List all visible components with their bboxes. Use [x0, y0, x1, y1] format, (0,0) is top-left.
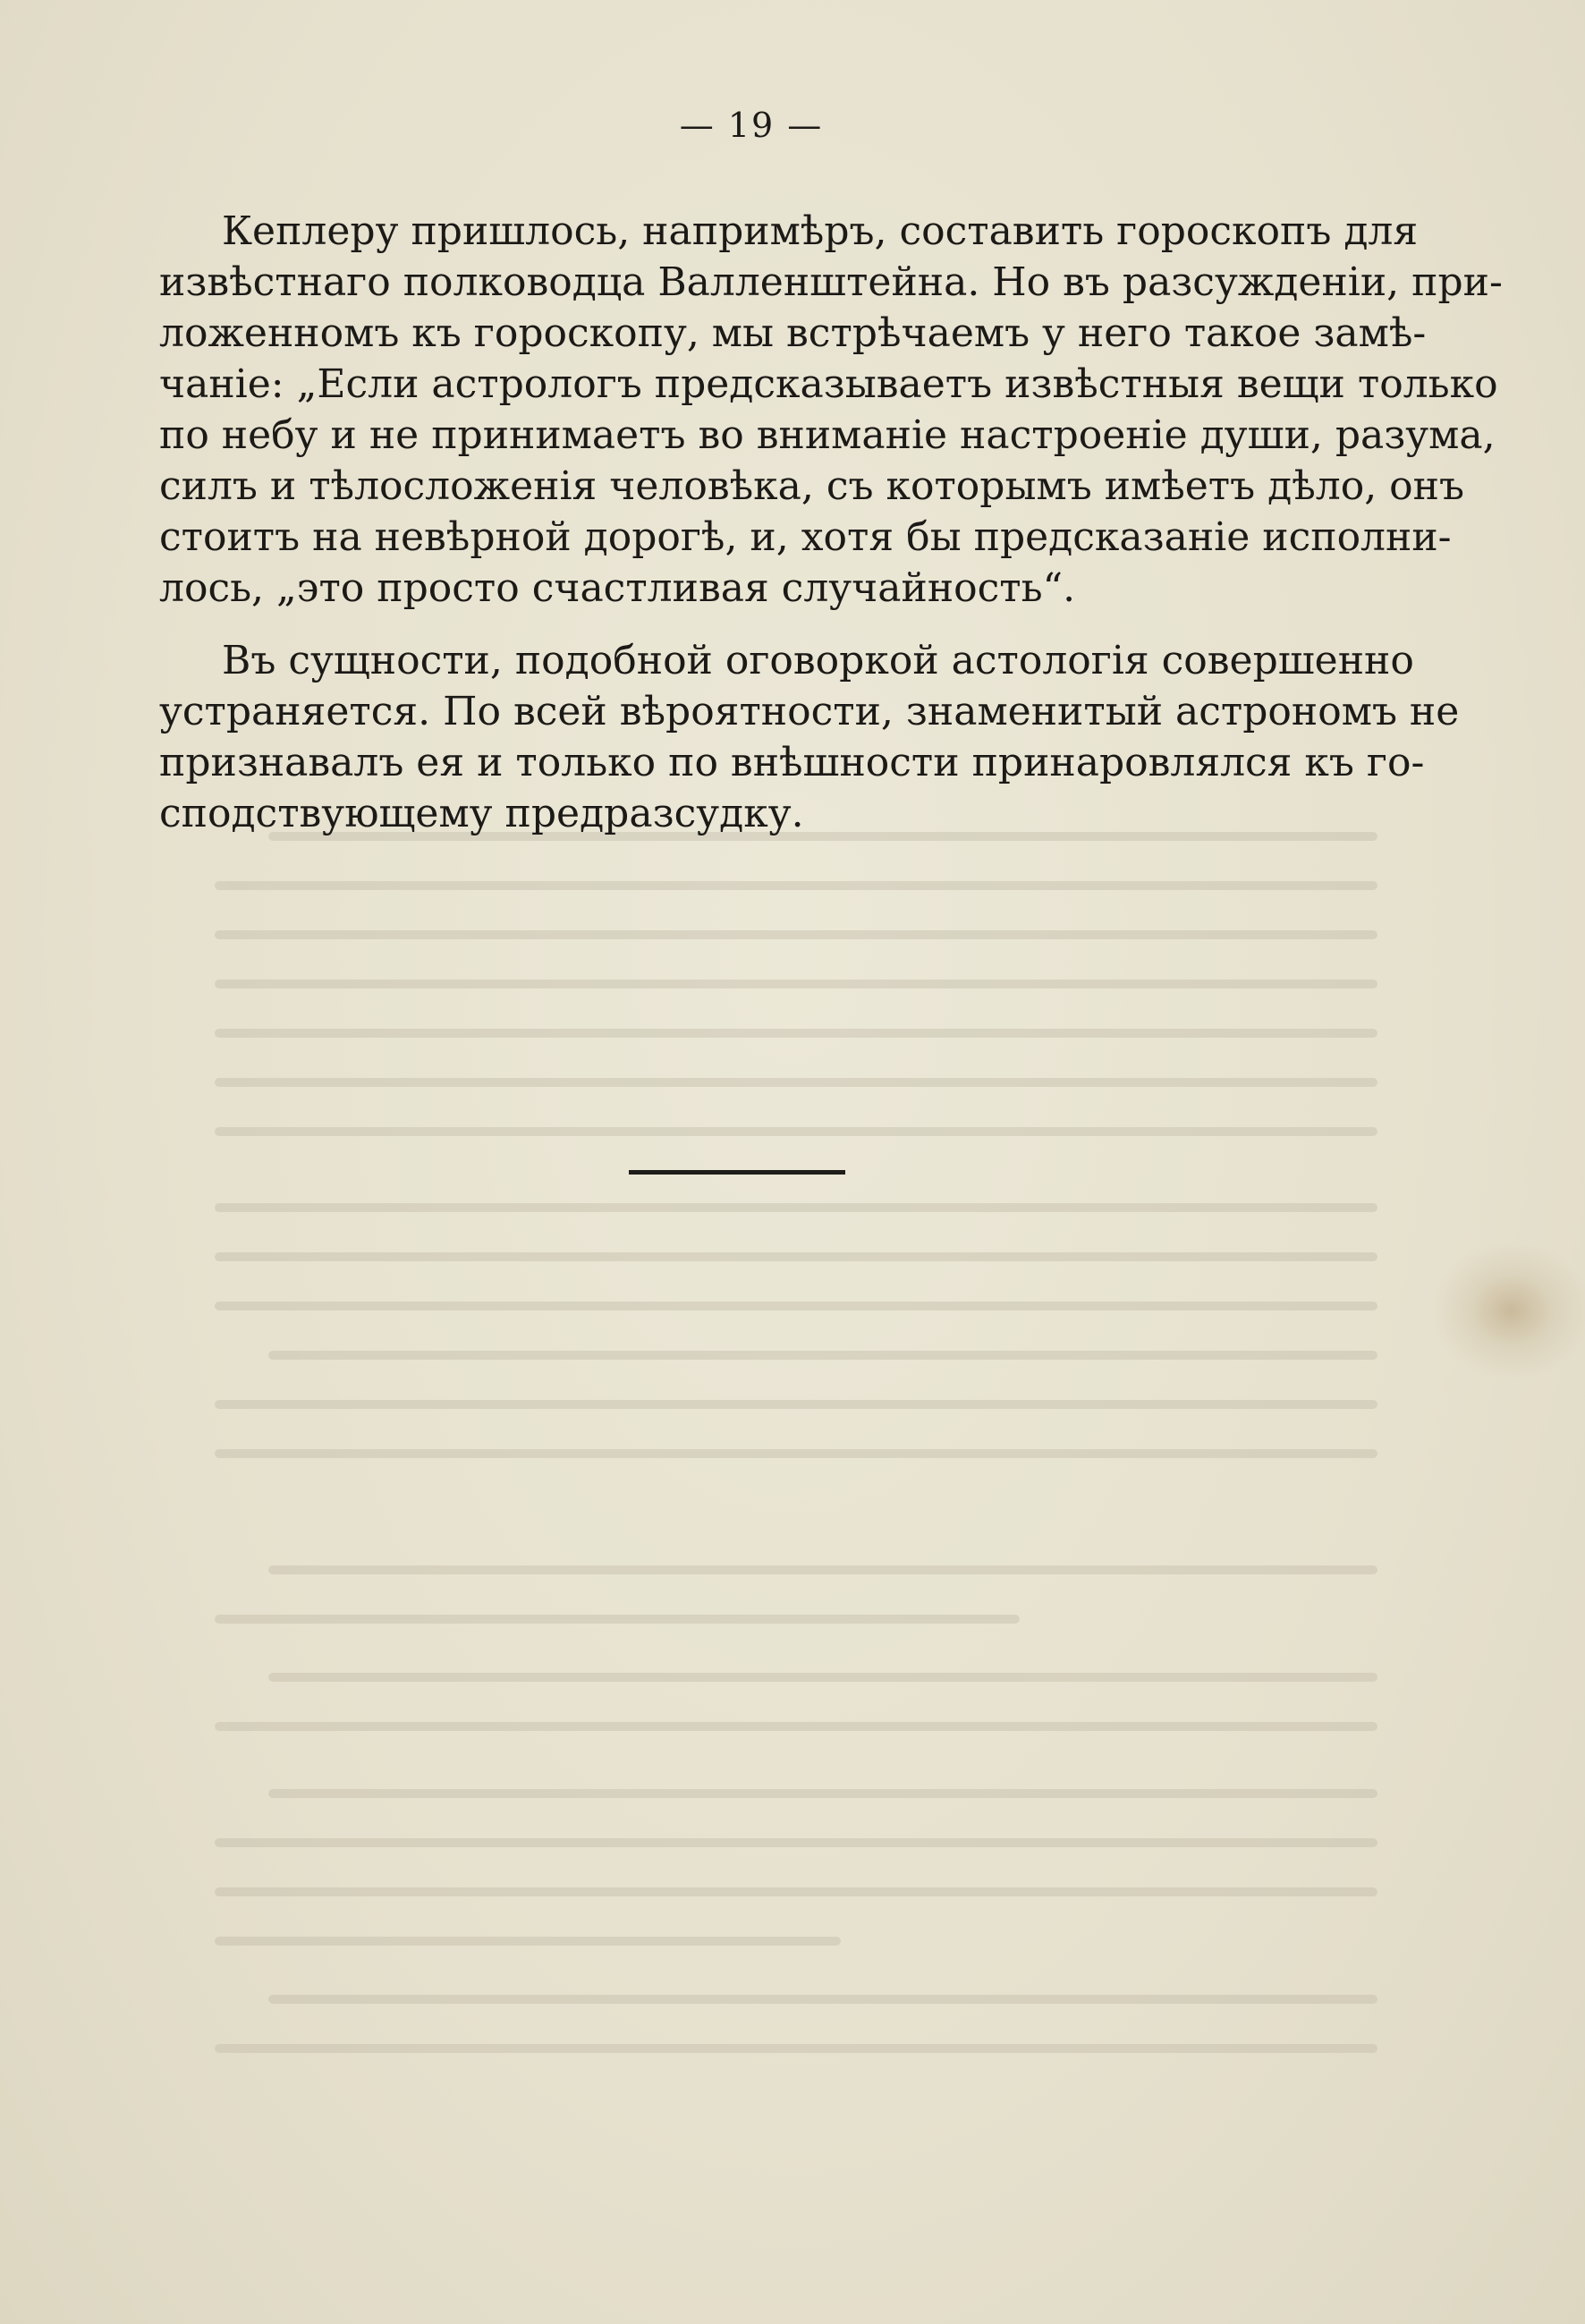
- section-divider-rule: [629, 1170, 845, 1175]
- text-line: Кеплеру пришлось, напримѣръ, составить гороскопъ для: [222, 208, 1419, 254]
- paragraph-gap: [159, 614, 1394, 635]
- text-line: ложенномъ къ гороскопу, мы встрѣчаемъ у него такое замѣ-: [159, 310, 1427, 356]
- text-line: Въ сущности, подобной оговоркой астологія совершенно: [222, 638, 1414, 683]
- paragraph: [159, 206, 1503, 614]
- text-line: стоитъ на невѣрной дорогѣ, и, хотя бы предсказаніе исполни-: [159, 514, 1452, 560]
- text-line: по небу и не принимаетъ во вниманіе настроеніе души, разума,: [159, 412, 1496, 458]
- paragraph: [159, 635, 1460, 839]
- text-line: сподствующему предразсудку.: [159, 791, 804, 836]
- text-line: лось, „это просто счастливая случайность“.: [159, 565, 1076, 611]
- text-line: признавалъ ея и только по внѣшности принаровлялся къ го-: [159, 740, 1425, 785]
- text-line: силъ и тѣлосложенія человѣка, съ которымъ имѣетъ дѣло, онъ: [159, 463, 1464, 509]
- text-line: извѣстнаго полководца Валленштейна. Но въ разсужденіи, при-: [159, 259, 1503, 305]
- text-line: чаніе: „Если астрологъ предсказываетъ извѣстныя вещи только: [159, 361, 1498, 407]
- body-text: [159, 206, 1503, 839]
- page-number: — 19 —: [679, 106, 824, 145]
- text-line: устраняется. По всей вѣроятности, знаменитый астрономъ не: [159, 689, 1460, 734]
